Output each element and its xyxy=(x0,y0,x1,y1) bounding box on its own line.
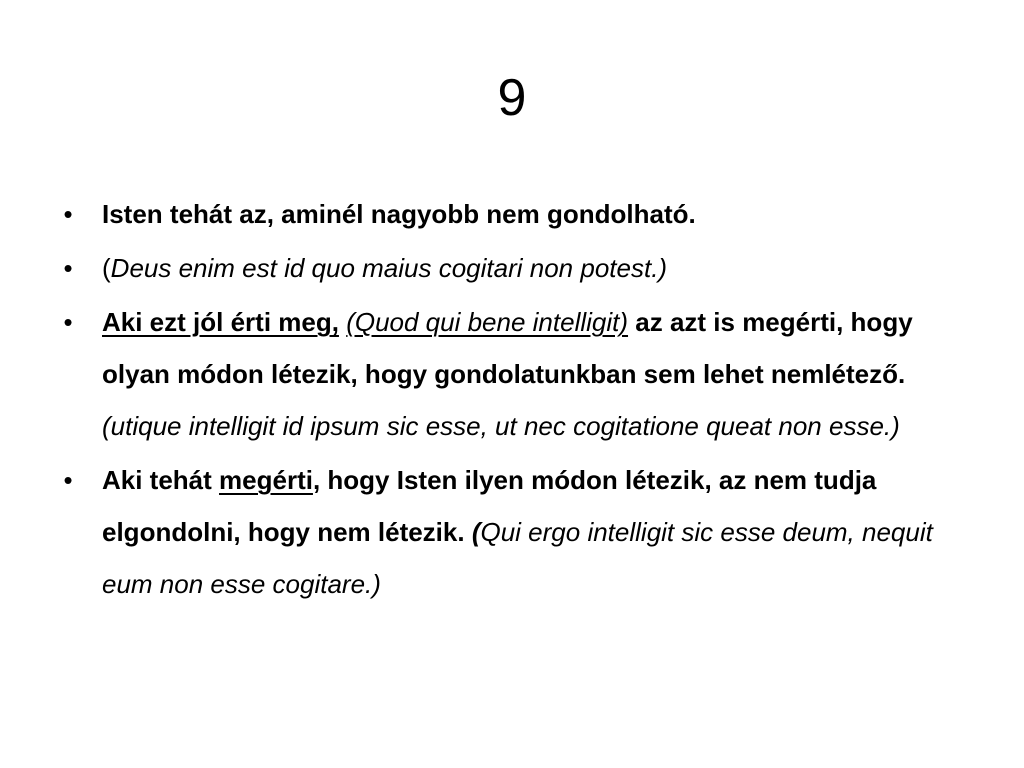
bullet-item xyxy=(58,296,978,452)
bullet-text-bold-underlined: Aki ezt jól érti meg, xyxy=(102,307,339,337)
bullet-icon: • xyxy=(63,465,73,495)
bullet-text-bold-underlined: megérti xyxy=(219,465,313,495)
bullet-text-paren: ( xyxy=(471,517,481,547)
bullet-list xyxy=(58,188,978,612)
bullet-text-latin: (utique intelligit id ipsum sic esse, ut nec cogitatione queat non esse.) xyxy=(102,411,900,441)
bullet-text-latin-underlined: (Quod qui bene intelligit) xyxy=(346,307,629,337)
bullet-text-latin: Qui ergo intelligit sic esse deum, nequit eum non esse cogitare.) xyxy=(102,517,933,599)
bullet-item xyxy=(58,188,978,240)
bullet-text-latin: Deus enim est id quo maius cogitari non potest.) xyxy=(110,253,668,283)
slide-title: 9 xyxy=(497,69,527,127)
bullet-icon: • xyxy=(63,199,73,229)
bullet-text-bold: az azt is megérti, hogy olyan módon létezik, hogy gondolatunkban sem lehet nemlétező. xyxy=(102,307,913,389)
bullet-item xyxy=(58,454,978,610)
bullet-item xyxy=(58,242,978,294)
bullet-icon: • xyxy=(63,307,73,337)
bullet-text-paren: ( xyxy=(102,253,111,283)
bullet-text-bold: Aki tehát xyxy=(102,465,220,495)
bullet-icon: • xyxy=(63,253,73,283)
bullet-text-bold: Isten tehát az, aminél nagyobb nem gondolható. xyxy=(102,199,696,229)
bullet-text-bold: , hogy Isten ilyen módon létezik, az nem tudja elgondolni, hogy nem létezik. xyxy=(102,465,877,547)
